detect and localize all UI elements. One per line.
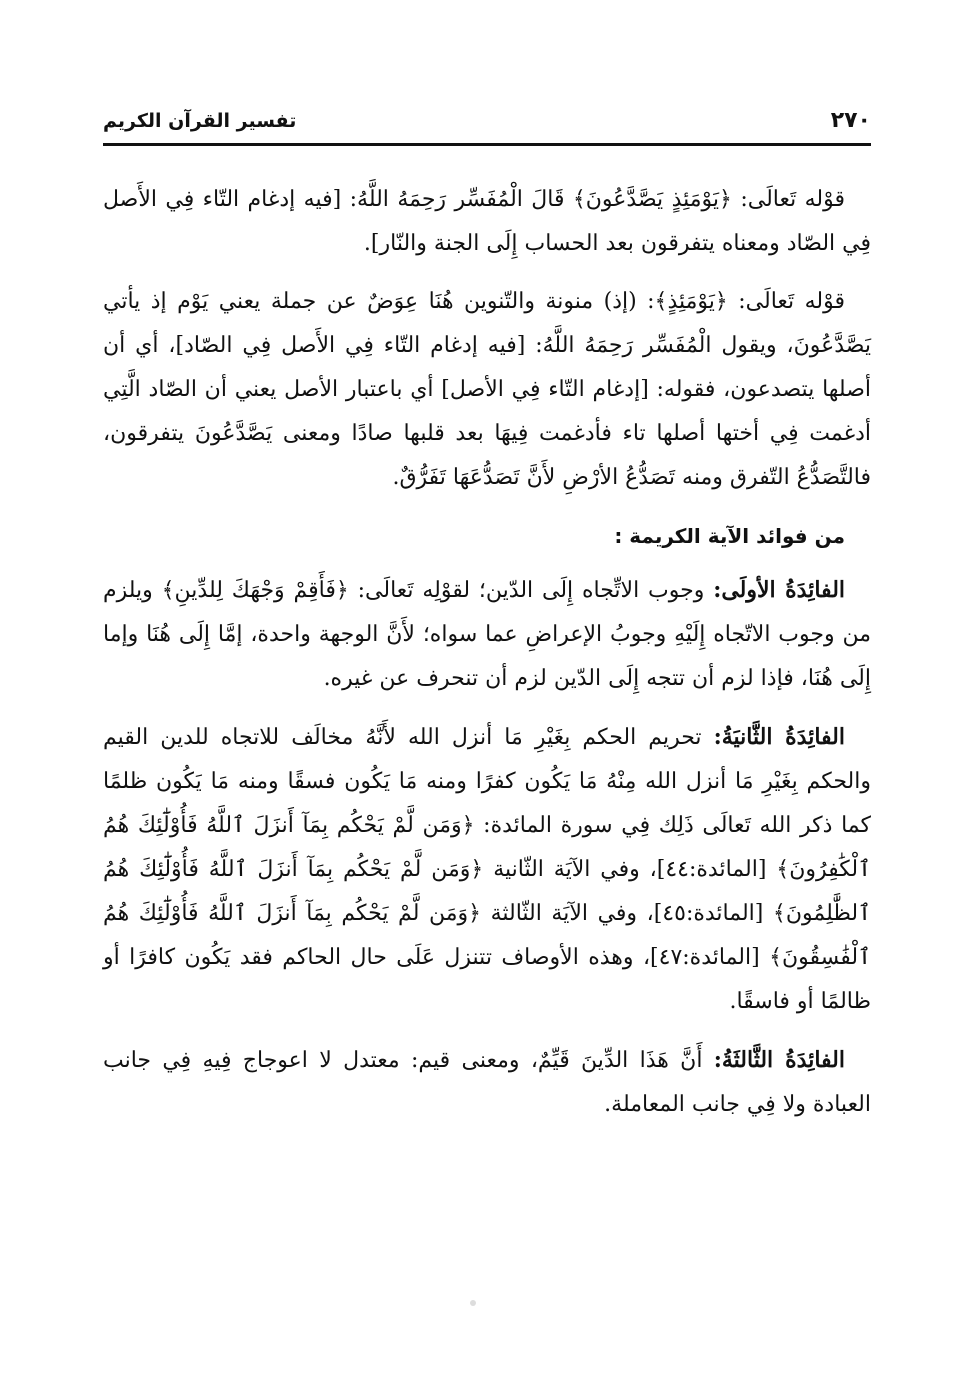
book-title: تفسير القرآن الكريم bbox=[103, 110, 297, 132]
page-body bbox=[103, 178, 871, 1141]
benefit-title: الفائِدَةُ الأولَى: bbox=[713, 577, 846, 603]
header-divider bbox=[103, 143, 871, 146]
benefit-title: الفائِدَةُ الثَّالثَةُ: bbox=[713, 1047, 845, 1073]
benefit-paragraph bbox=[103, 715, 871, 1024]
benefit-text: أَنَّ هَذَا الدِّينَ قَيِّمٌ، ومعنى قيم: معتدل لا اعوجاج فِيهِ فِي جانب العبادة ولا فِي جانب المعاملة. bbox=[103, 1048, 871, 1117]
paragraph: قوْله تَعالَى: ﴿يَوْمَئِذٍ يَصَّدَّعُونَ﴾ قَالَ الْمُفَسِّر رَحِمَهُ اللَّهُ: [فيه إدغام التّاء فِي الأَصل فِي الصّاد ومعناه يتفرقون بعد الحساب إِلَى الجنة والنّار]. bbox=[103, 187, 871, 256]
benefit-paragraph bbox=[103, 1038, 871, 1127]
page-number: ٢٧٠ bbox=[830, 108, 871, 133]
benefit-paragraph bbox=[103, 568, 871, 701]
section-heading: من فوائد الآية الكريمة : bbox=[614, 524, 845, 548]
page-header bbox=[103, 108, 871, 144]
benefit-text: وجوب الاتِّجاه إِلَى الدّين؛ لقوْلِه تَعالَى: ﴿فَأَقِمْ وَجْهَكَ لِلدِّينِ﴾ ويلزم من وجوب الاتّجاه إِلَيْهِ وجوبُ الإعراضِ عما سواه؛ لأَنَّ الوجهة واحدة، إمَّا إِلَى هُنَا وإما إِلَى هُنَا، فإذا لزم أن تتجه إِلَى الدّين لزم أن تنحرف عن غيره. bbox=[103, 578, 871, 691]
page-mark bbox=[470, 1300, 476, 1306]
benefit-text: تحريم الحكم بِغَيْرِ مَا أنزل الله لأَنَّهُ مخالَف للاتجاه للدين القيم والحكم بِغَيْرِ مَا أنزل الله مِنْهُ مَا يَكُون كفرًا ومنه مَا يَكُون فسقًا ومنه مَا يَكُون ظلمًا كما ذكر الله تَعالَى ذَلِك فِي سورة المائدة: ﴿وَمَن لَّمْ يَحْكُم بِمَآ أَنزَلَ ٱللَّهُ فَأُوْلَٰٓئِكَ هُمُ ٱلْكَٰفِرُونَ﴾ [المائدة:٤٤]، وفي الآيَة الثّانية ﴿وَمَن لَّمْ يَحْكُم بِمَآ أَنزَلَ ٱللَّهُ فَأُوْلَٰٓئِكَ هُمُ ٱلظَّٰلِمُونَ﴾ [المائدة:٤٥]، وفي الآيَة الثّالثة ﴿وَمَن لَّمْ يَحْكُم بِمَآ أَنزَلَ ٱللَّهُ فَأُوْلَٰٓئِكَ هُمُ ٱلْفَٰسِقُونَ﴾ [المائدة:٤٧]، وهذه الأوصاف تتنزل عَلَى حال الحاكم فقد يَكُون كافرًا أو ظالمًا أو فاسقًا. bbox=[103, 725, 871, 1014]
paragraph: قوْله تَعالَى: ﴿يَوْمَئِذٍ﴾: (إذ) منونة والتّنوين هُنَا عِوَضٌ عن جملة يعني يَوْم إذ يأتي يَصَّدَّعُونَ، ويقول الْمُفَسِّر رَحِمَهُ اللَّهُ: [فيه إدغام التّاء فِي الأَصل فِي الصّاد]، أي أن أصلها يتصدعون، فقوله: [إدغام التّاء فِي الأصل] أي باعتبار الأصل يعني أن الصّاد الَّتِي أدغمت فِي أختها أصلها تاء فأدغمت فِيهَا بعد قلبها صادًا ومعنى يَصَّدَّعُونَ يتفرقون، فالتَّصَدُّعُ التّفرق ومنه تَصَدُّعُ الأرْضِ لأَنَّ تَصَدُّعَهَا تَفَرُّقٌ. bbox=[103, 289, 871, 490]
benefit-title: الفائِدَةُ الثَّانيَةُ: bbox=[713, 724, 845, 750]
